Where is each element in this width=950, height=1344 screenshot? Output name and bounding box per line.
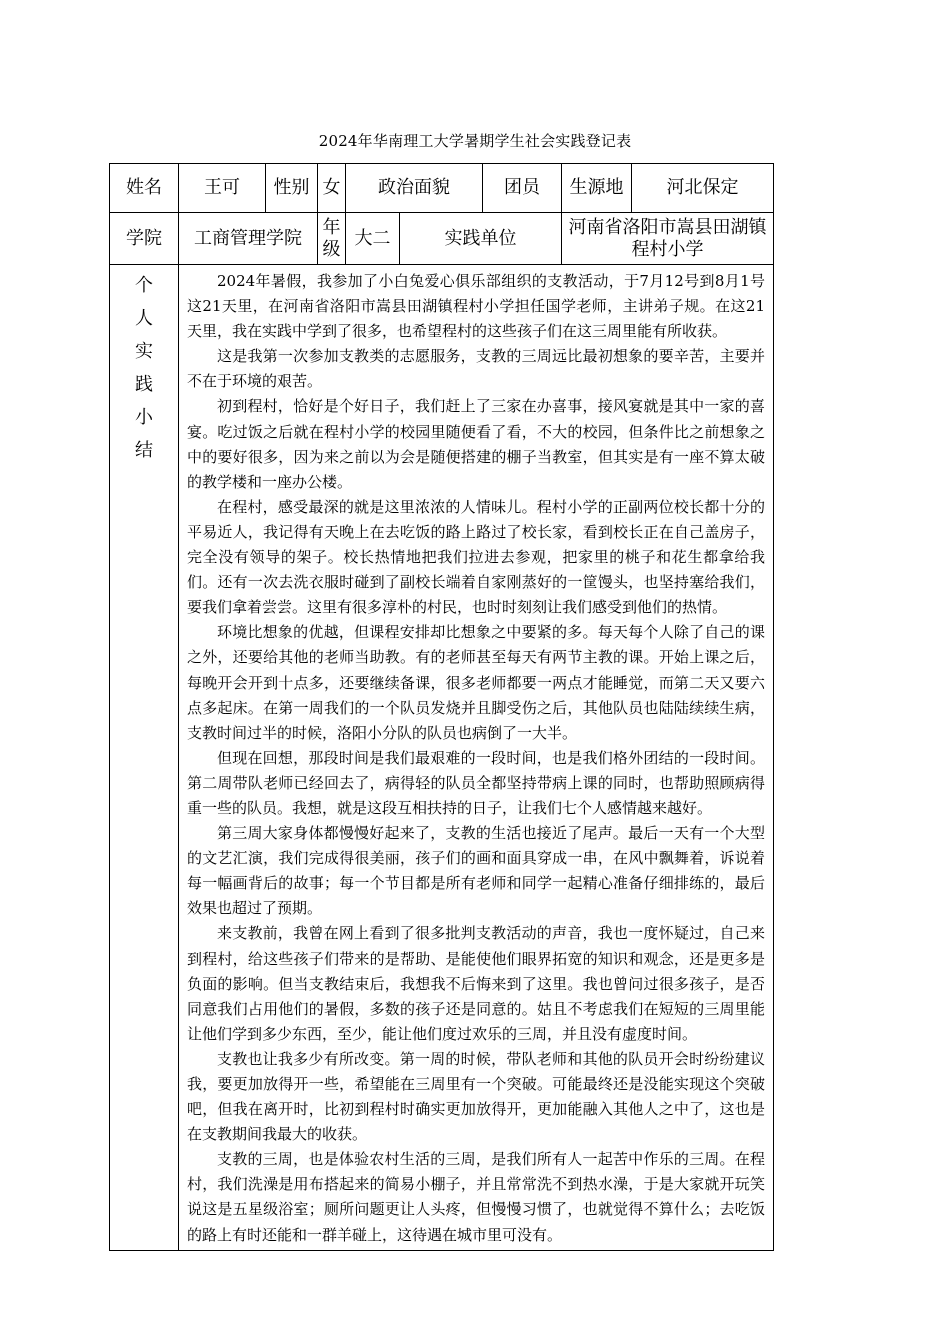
table-row-basic-info [110,164,774,213]
summary-body [179,265,774,1251]
practice-unit-label: 实践单位 [400,213,562,265]
gender-label: 性别 [266,164,318,213]
college-value: 工商管理学院 [179,213,318,265]
summary-paragraph: 初到程村，恰好是个好日子，我们赶上了三家在办喜事，接风宴就是其中一家的喜宴。吃过饭之后就在程村小学的校园里随便看了看，不大的校园，但条件比之前想象之中的要好很多，因为来之前以为会是随便搭建的棚子当教室，但其实是有一座不算太破的教学楼和一座办公楼。 [187,397,765,491]
summary-label-char: 个 [135,275,153,296]
summary-paragraph: 2024年暑假，我参加了小白兔爱心俱乐部组织的支教活动，于7月12号到8月1号这21天里，在河南省洛阳市嵩县田湖镇程村小学担任国学老师，主讲弟子规。在这21天里，我在实践中学到了很多，也希望程村的这些孩子们在这三周里能有所收获。 [187,272,765,341]
registration-table [109,163,774,1251]
origin-value: 河北保定 [632,164,774,213]
summary-paragraph: 来支教前，我曾在网上看到了很多批判支教活动的声音，我也一度怀疑过，自己来到程村，给这些孩子们带来的是帮助、是能使他们眼界拓宽的知识和观念，还是更多是负面的影响。但当支教结束后，我想我不后悔来到了这里。我也曾问过很多孩子，是否同意我们占用他们的暑假，多数的孩子还是同意的。姑且不考虑我们在短短的三周里能让他们学到多少东西，至少，能让他们度过欢乐的三周，并且没有虚度时间。 [187,924,765,1043]
summary-label-char: 实 [135,341,153,362]
summary-label-char: 人 [135,308,153,329]
summary-label-char: 小 [135,407,153,428]
summary-label-char: 践 [135,374,153,395]
grade-value: 大二 [346,213,400,265]
grade-label: 年级 [318,213,346,265]
origin-label: 生源地 [562,164,632,213]
summary-label [110,265,179,1251]
page-title: 2024年华南理工大学暑期学生社会实践登记表 [318,132,632,150]
summary-paragraph: 这是我第一次参加支教类的志愿服务，支教的三周远比最初想象的要辛苦，主要并不在于环境的艰苦。 [187,347,765,391]
summary-paragraph: 支教也让我多少有所改变。第一周的时候，带队老师和其他的队员开会时纷纷建议我，要更加放得开一些，希望能在三周里有一个突破。可能最终还是没能实现这个突破吧，但我在离开时，比初到程村时确实更加放得开，更加能融入其他人之中了，这也是在支教期间我最大的收获。 [187,1049,765,1144]
politics-value: 团员 [483,164,562,213]
practice-unit-value: 河南省洛阳市嵩县田湖镇程村小学 [562,213,774,265]
table-row-summary [110,265,774,1251]
summary-paragraph: 支教的三周，也是体验农村生活的三周，是我们所有人一起苦中作乐的三周。在程村，我们洗澡是用布搭起来的简易小棚子，并且常常洗不到热水澡，于是大家就开玩笑说这是五星级浴室；厕所问题更让人头疼，但慢慢习惯了，也就觉得不算什么；去吃饭的路上有时还能和一群羊碰上，这待遇在城市里可没有。 [187,1150,765,1244]
table-row-school-info [110,213,774,265]
name-label: 姓名 [110,164,179,213]
college-label: 学院 [110,213,179,265]
summary-paragraph: 第三周大家身体都慢慢好起来了，支教的生活也接近了尾声。最后一天有一个大型的文艺汇演，我们完成得很美丽，孩子们的画和面具穿成一串，在风中飘舞着，诉说着每一幅画背后的故事；每一个节目都是所有老师和同学一起精心准备仔细排练的，最后效果也超过了预期。 [187,824,765,918]
summary-label-char: 结 [135,440,153,461]
name-value: 王可 [179,164,266,213]
politics-label: 政治面貌 [346,164,483,213]
summary-paragraph: 环境比想象的优越，但课程安排却比想象之中要紧的多。每天每个人除了自己的课之外，还要给其他的老师当助教。有的老师甚至每天有两节主教的课。开始上课之后，每晚开会开到十点多，还要继续备课，很多老师都要一两点才能睡觉，而第二天又要六点多起床。在第一周我们的一个队员发烧并且脚受伤之后，其他队员也陆陆续续生病，支教时间过半的时候，洛阳小分队的队员也病倒了一大半。 [187,623,765,742]
summary-paragraph: 但现在回想，那段时间是我们最艰难的一段时间，也是我们格外团结的一段时间。第二周带队老师已经回去了，病得轻的队员全都坚持带病上课的同时，也帮助照顾病得重一些的队员。我想，就是这段互相扶持的日子，让我们七个人感情越来越好。 [187,748,765,817]
summary-paragraph: 在程村，感受最深的就是这里浓浓的人情味儿。程村小学的正副两位校长都十分的平易近人，我记得有天晚上在去吃饭的路上路过了校长家，看到校长正在自己盖房子，完全没有领导的架子。校长热情地把我们拉进去参观，把家里的桃子和花生都拿给我们。还有一次去洗衣服时碰到了副校长端着自家刚蒸好的一筐馒头，也坚持塞给我们，要我们拿着尝尝。这里有很多淳朴的村民，也时时刻刻让我们感受到他们的热情。 [187,497,765,617]
gender-value: 女 [318,164,346,213]
